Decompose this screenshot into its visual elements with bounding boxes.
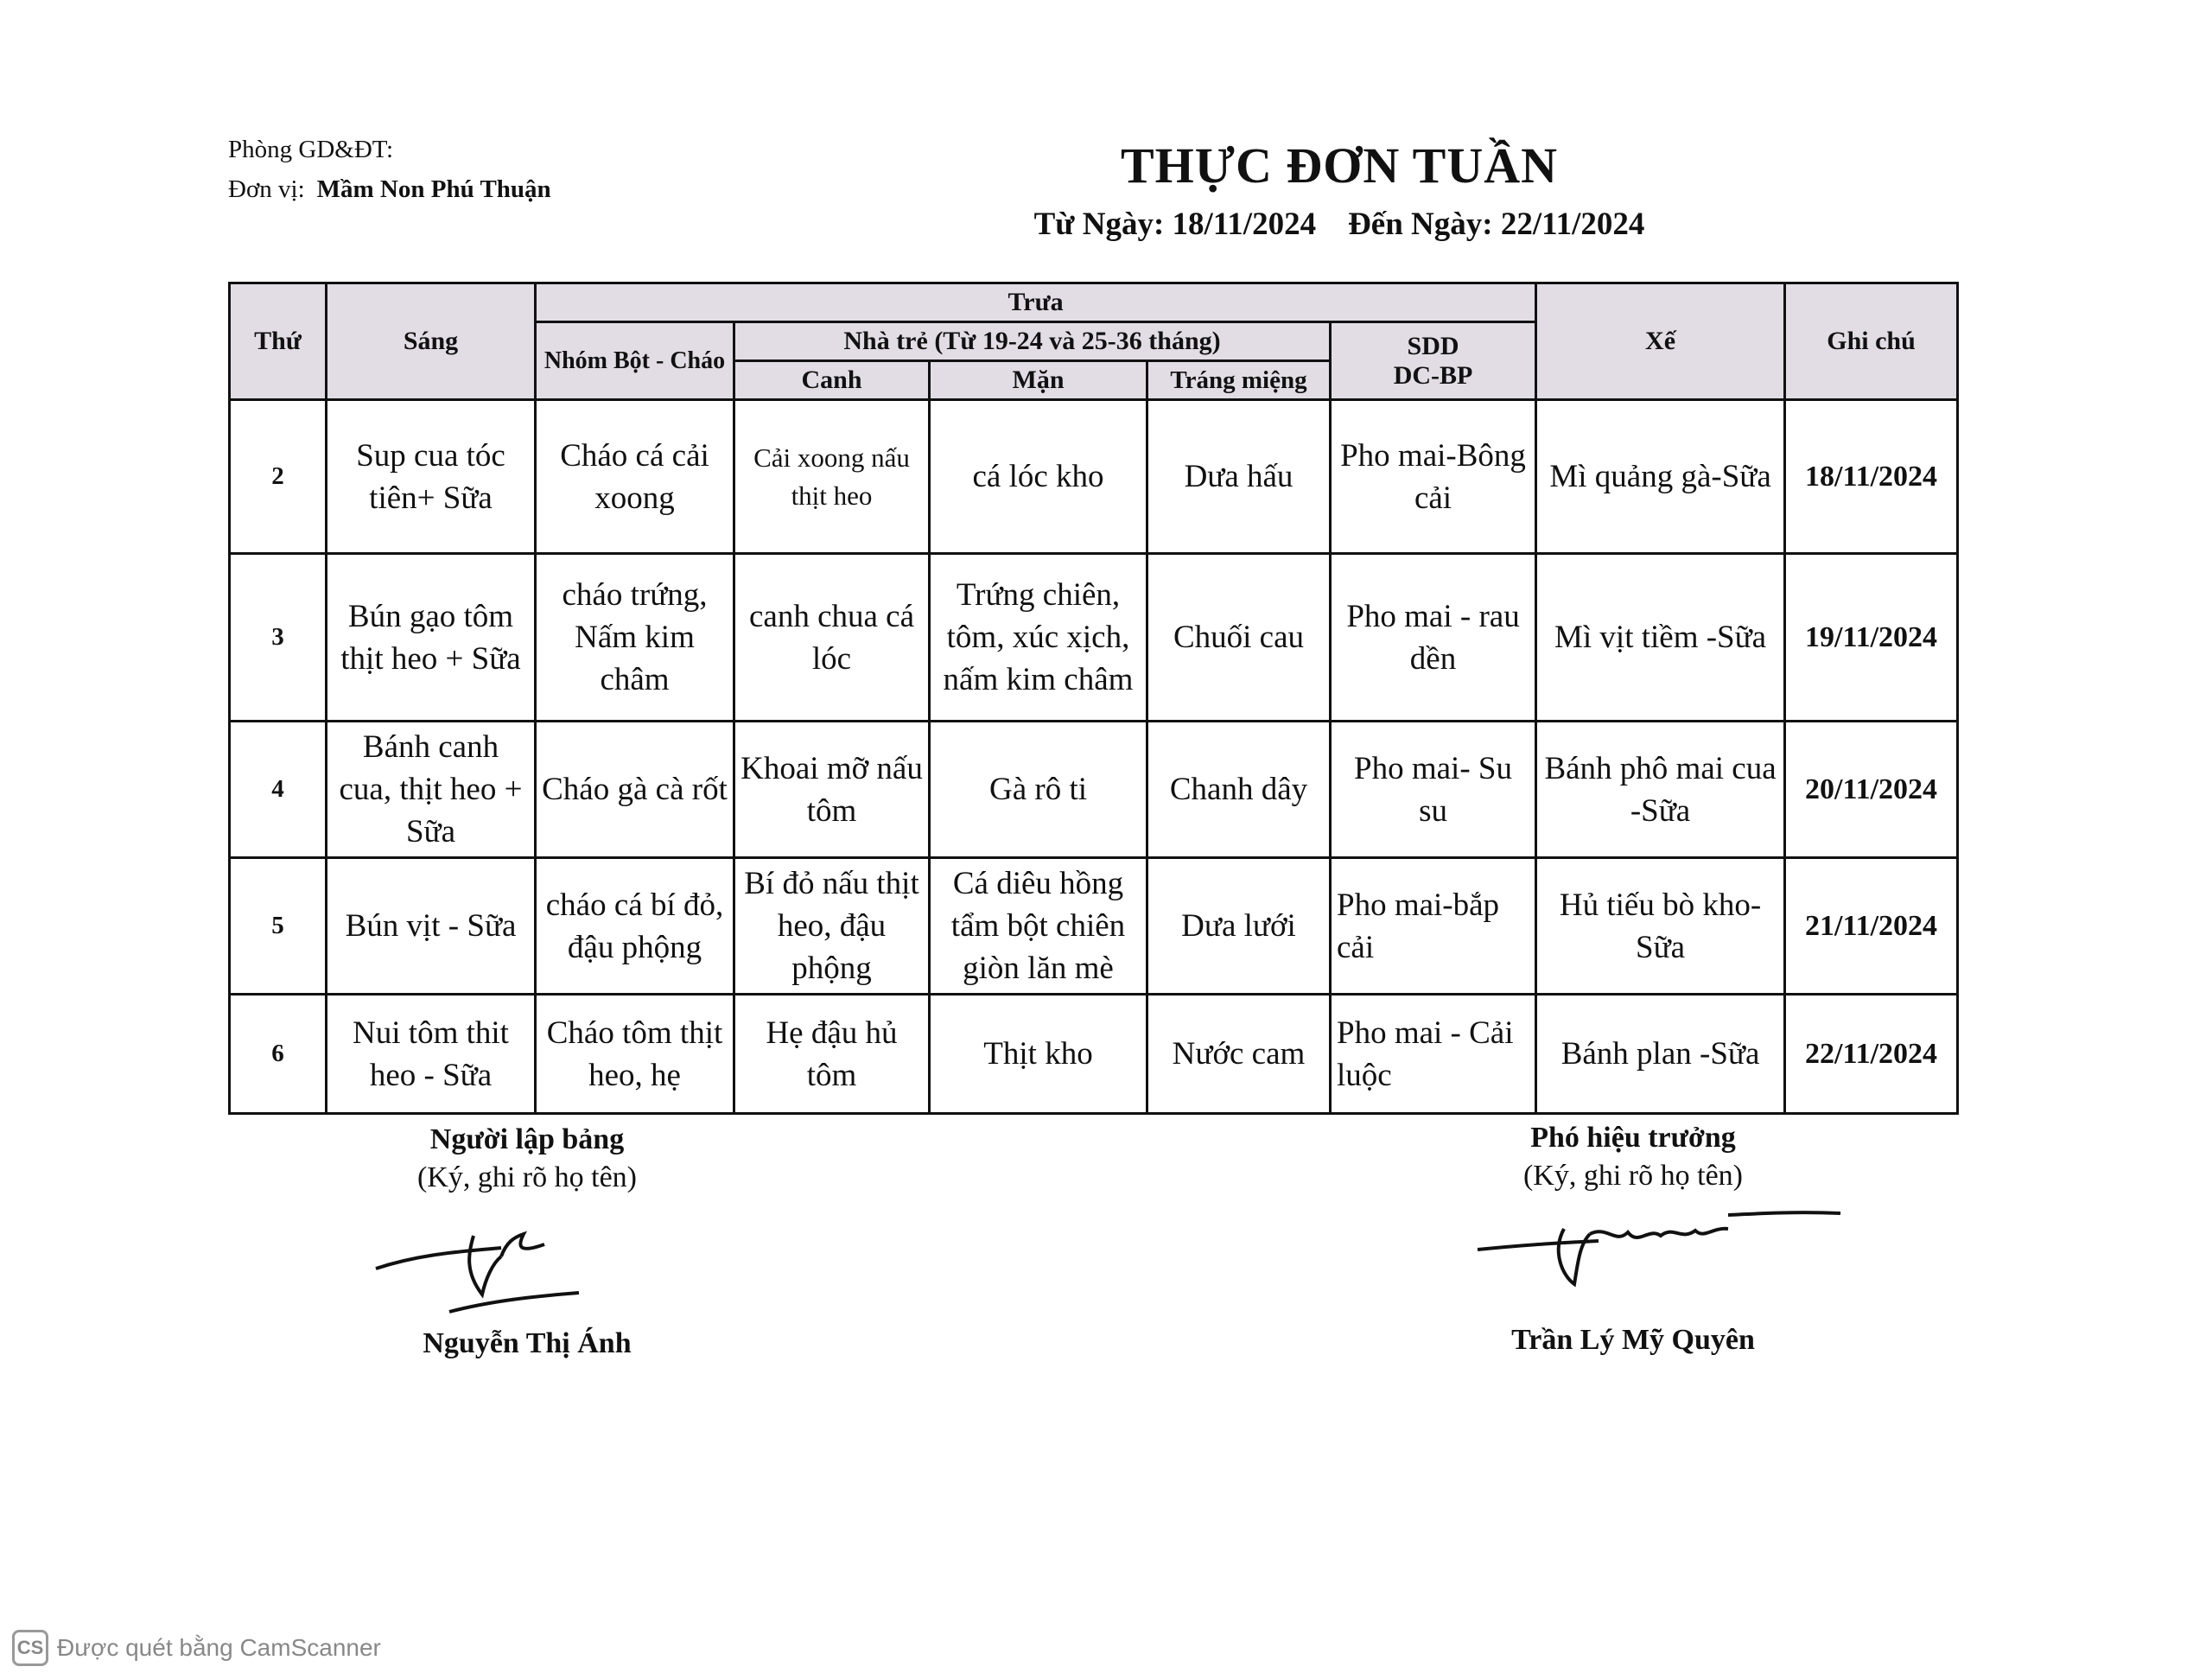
cell-trang-mieng: Chanh dây (1147, 722, 1331, 858)
cell-nhom-bot-chao: Cháo tôm thịt heo, hẹ (536, 995, 734, 1114)
cell-ghi-chu: 18/11/2024 (1785, 400, 1958, 554)
cell-canh: Hẹ đậu hủ tôm (734, 995, 930, 1114)
document-title: THỰC ĐƠN TUẦN (1120, 137, 1559, 194)
cell-xe: Bánh phô mai cua -Sữa (1536, 722, 1785, 858)
cell-sdd: Pho mai - Cải luộc (1331, 995, 1536, 1114)
camscanner-footer (12, 1630, 381, 1666)
cell-ghi-chu: 21/11/2024 (1785, 858, 1958, 995)
header-sdd-line2: DC-BP (1393, 360, 1473, 390)
header-sdd (1331, 322, 1536, 400)
cell-canh: Bí đỏ nấu thịt heo, đậu phộng (734, 858, 930, 995)
handwritten-signature-right (1469, 1201, 1849, 1296)
cell-xe: Mì quảng gà-Sữa (1536, 400, 1785, 554)
cell-trang-mieng: Dưa lưới (1147, 858, 1331, 995)
unit-line (228, 169, 551, 209)
cell-xe: Hủ tiếu bò kho-Sữa (1536, 858, 1785, 995)
table-row (230, 400, 1958, 554)
cell-ghi-chu: 20/11/2024 (1785, 722, 1958, 858)
cell-xe: Mì vịt tiềm -Sữa (1536, 554, 1785, 722)
cell-xe: Bánh plan -Sữa (1536, 995, 1785, 1114)
table-row (230, 858, 1958, 995)
table-row (230, 995, 1958, 1114)
header-nhom-bot-chao: Nhóm Bột - Cháo (536, 322, 734, 400)
cell-canh: canh chua cá lóc (734, 554, 930, 722)
header-thu: Thứ (230, 283, 327, 400)
cell-canh: Cải xoong nấu thịt heo (734, 400, 930, 554)
cell-trang-mieng: Chuối cau (1147, 554, 1331, 722)
cell-nhom-bot-chao: cháo cá bí đỏ, đậu phộng (536, 858, 734, 995)
cell-thu: 2 (230, 400, 327, 554)
cell-trang-mieng: Dưa hấu (1147, 400, 1331, 554)
cell-sdd: Pho mai- Su su (1331, 722, 1536, 858)
cell-man: Gà rô ti (930, 722, 1147, 858)
header-nha-tre: Nhà trẻ (Từ 19-24 và 25-36 tháng) (734, 322, 1331, 361)
cell-nhom-bot-chao: Cháo cá cải xoong (536, 400, 734, 554)
cell-trang-mieng: Nước cam (1147, 995, 1331, 1114)
header-sang: Sáng (327, 283, 536, 400)
cell-sdd: Pho mai-Bông cải (1331, 400, 1536, 554)
signer-name-right (1469, 1324, 1797, 1357)
header-xe: Xế (1536, 283, 1785, 400)
cell-thu: 5 (230, 858, 327, 995)
cell-sang: Bánh canh cua, thịt heo + Sữa (327, 722, 536, 858)
handwritten-signature-left (372, 1218, 596, 1314)
header-sdd-line1: SDD (1407, 331, 1459, 360)
cell-thu: 6 (230, 995, 327, 1114)
unit-label: Đơn vị: (228, 175, 305, 203)
header-man: Mặn (930, 361, 1147, 400)
cell-man: Trứng chiên, tôm, xúc xịch, nấm kim châm (930, 554, 1147, 722)
department-label: Phòng GD&ĐT: (228, 136, 394, 163)
cell-sdd: Pho mai - rau dền (1331, 554, 1536, 722)
signer-name-left (363, 1327, 691, 1360)
header-trang-mieng: Tráng miệng (1147, 361, 1331, 400)
table-row (230, 722, 1958, 858)
from-date: 18/11/2024 (1172, 207, 1317, 242)
cell-man: Cá diêu hồng tẩm bột chiên giòn lăn mè (930, 858, 1147, 995)
cell-sang: Bún vịt - Sữa (327, 858, 536, 995)
from-label: Từ Ngày: (1033, 207, 1165, 242)
signer-subtitle: (Ký, ghi rõ họ tên) (1522, 1160, 1743, 1192)
signer-name: Trần Lý Mỹ Quyên (1511, 1324, 1755, 1356)
to-date: 22/11/2024 (1500, 207, 1645, 242)
signer-title: Phó hiệu trưởng (1530, 1122, 1736, 1154)
camscanner-logo: CS (12, 1630, 48, 1666)
table-row (230, 554, 1958, 722)
signature-block-left (363, 1123, 691, 1194)
signature-block-right (1469, 1122, 1797, 1193)
cell-man: cá lóc kho (930, 400, 1147, 554)
org-header (228, 130, 551, 209)
unit-value: Mầm Non Phú Thuận (316, 175, 551, 203)
cell-sang: Bún gạo tôm thịt heo + Sữa (327, 554, 536, 722)
signer-name: Nguyễn Thị Ánh (423, 1327, 632, 1359)
header-ghi-chu: Ghi chú (1785, 283, 1958, 400)
cell-sang: Nui tôm thit heo - Sữa (327, 995, 536, 1114)
signer-subtitle: (Ký, ghi rõ họ tên) (416, 1161, 637, 1193)
cell-thu: 4 (230, 722, 327, 858)
to-label: Đến Ngày: (1348, 207, 1493, 242)
weekly-menu-table (228, 282, 1959, 1115)
cell-canh: Khoai mỡ nấu tôm (734, 722, 930, 858)
date-range (950, 206, 1728, 243)
header-canh: Canh (734, 361, 930, 400)
cell-nhom-bot-chao: cháo trứng, Nấm kim châm (536, 554, 734, 722)
cell-thu: 3 (230, 554, 327, 722)
cell-ghi-chu: 19/11/2024 (1785, 554, 1958, 722)
cell-man: Thịt kho (930, 995, 1147, 1114)
table-header (230, 283, 1958, 400)
camscanner-text: Được quét bằng CamScanner (57, 1634, 381, 1661)
cell-sang: Sup cua tóc tiên+ Sữa (327, 400, 536, 554)
header-trua: Trưa (536, 283, 1536, 322)
signer-title: Người lập bảng (429, 1123, 625, 1155)
cell-nhom-bot-chao: Cháo gà cà rốt (536, 722, 734, 858)
cell-sdd: Pho mai-bắp cải (1331, 858, 1536, 995)
cell-ghi-chu: 22/11/2024 (1785, 995, 1958, 1114)
